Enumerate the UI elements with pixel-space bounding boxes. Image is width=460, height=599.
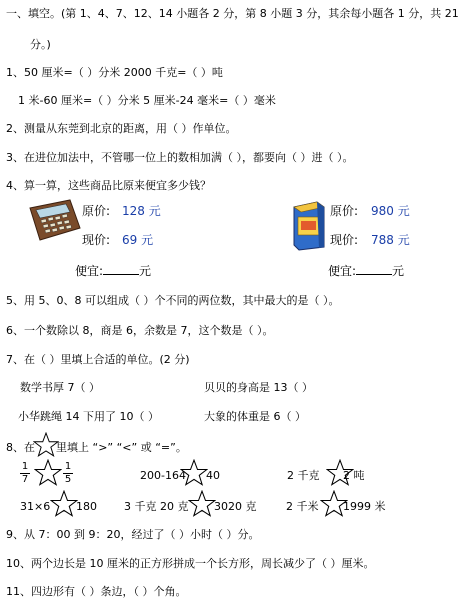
question-2: 2、测量从东莞到北京的距离，用（ ）作单位。 <box>6 122 237 135</box>
calc-cheaper <box>75 264 151 278</box>
calc-original-price: 128 元 <box>122 204 161 218</box>
calc-cheaper-unit: 元 <box>139 264 152 278</box>
fraction-left-denominator: 7 <box>21 474 29 485</box>
compare-2-right: 40 <box>206 469 220 482</box>
question-6: 6、一个数除以 8，商是 6，余数是 7，这个数是（ ）。 <box>6 324 274 337</box>
fraction-right <box>63 462 73 485</box>
question-10: 10、两个边长是 10 厘米的正方形拼成一个长方形，周长减少了（ ）厘米。 <box>6 557 375 570</box>
question-3: 3、在进位加法中，不管哪一位上的数相加满（ ），都要向（ ）进（ ）。 <box>6 151 354 164</box>
box-cheaper <box>328 264 404 278</box>
calc-current-label: 现价: <box>82 233 111 247</box>
section-header: 一、填空。(第 1、4、7、12、14 小题各 2 分，第 8 小题 3 分，其余每小题各 1 分，共 21 <box>6 7 459 20</box>
fraction-left <box>20 462 30 485</box>
question-11: 11、四边形有（ ）条边，（ ）个角。 <box>6 585 187 598</box>
question-8-prefix: 8、在 <box>6 441 35 454</box>
box-cheaper-blank[interactable] <box>356 264 392 275</box>
product-box-image <box>291 199 327 251</box>
question-1-line-a: 1、50 厘米=（ ）分米 2000 千克=（ ）吨 <box>6 66 223 79</box>
calc-current-price: 69 元 <box>122 233 154 247</box>
star-icon[interactable] <box>180 459 208 487</box>
compare-3-right: 2 吨 <box>343 469 365 482</box>
calc-original-label: 原价: <box>82 204 111 218</box>
compare-4-right: 180 <box>76 500 97 513</box>
box-current-price: 788 元 <box>371 233 410 247</box>
question-1-line-b: 1 米-60 厘米=（ ）分米 5 厘米-24 毫米=（ ）毫米 <box>18 94 276 107</box>
question-7-a: 数学书厚 7（ ） <box>20 381 100 394</box>
compare-6-right: 1999 米 <box>343 500 386 513</box>
compare-3-left: 2 千克 <box>287 469 320 482</box>
question-7: 7、在（ ）里填上合适的单位。(2 分) <box>6 353 190 366</box>
question-9: 9、从 7：00 到 9：20，经过了（ ）小时（ ）分。 <box>6 528 260 541</box>
box-cheaper-label: 便宜: <box>328 264 357 278</box>
compare-2-left: 200-164 <box>140 469 186 482</box>
calc-cheaper-label: 便宜: <box>75 264 104 278</box>
calc-cheaper-blank[interactable] <box>103 264 139 275</box>
fraction-right-numerator: 1 <box>64 461 72 472</box>
box-original-price: 980 元 <box>371 204 410 218</box>
fraction-right-denominator: 5 <box>64 474 72 485</box>
question-7-d: 大象的体重是 6（ ） <box>204 410 306 423</box>
star-icon[interactable] <box>188 490 216 518</box>
question-8-instructions: 里填上 “>” “<” 或 “=”。 <box>56 441 187 454</box>
star-icon[interactable] <box>50 490 78 518</box>
question-7-b: 贝贝的身高是 13（ ） <box>204 381 313 394</box>
question-5: 5、用 5、0、8 可以组成（ ）个不同的两位数，其中最大的是（ ）。 <box>6 294 340 307</box>
compare-5-right: 3020 克 <box>214 500 257 513</box>
fraction-left-numerator: 1 <box>21 461 29 472</box>
box-current-label: 现价: <box>330 233 359 247</box>
question-7-c: 小华跳绳 14 下用了 10（ ） <box>18 410 159 423</box>
section-header-cont: 分。) <box>30 38 51 51</box>
compare-6-left: 2 千米 <box>286 500 319 513</box>
compare-5-left: 3 千克 20 克 <box>124 500 189 513</box>
box-cheaper-unit: 元 <box>392 264 405 278</box>
calculator-image <box>26 198 82 242</box>
compare-4-left: 31×6 <box>20 500 51 513</box>
star-icon[interactable] <box>34 459 62 487</box>
box-original-label: 原价: <box>330 204 359 218</box>
question-4: 4、算一算，这些商品比原来便宜多少钱？ <box>6 179 211 192</box>
